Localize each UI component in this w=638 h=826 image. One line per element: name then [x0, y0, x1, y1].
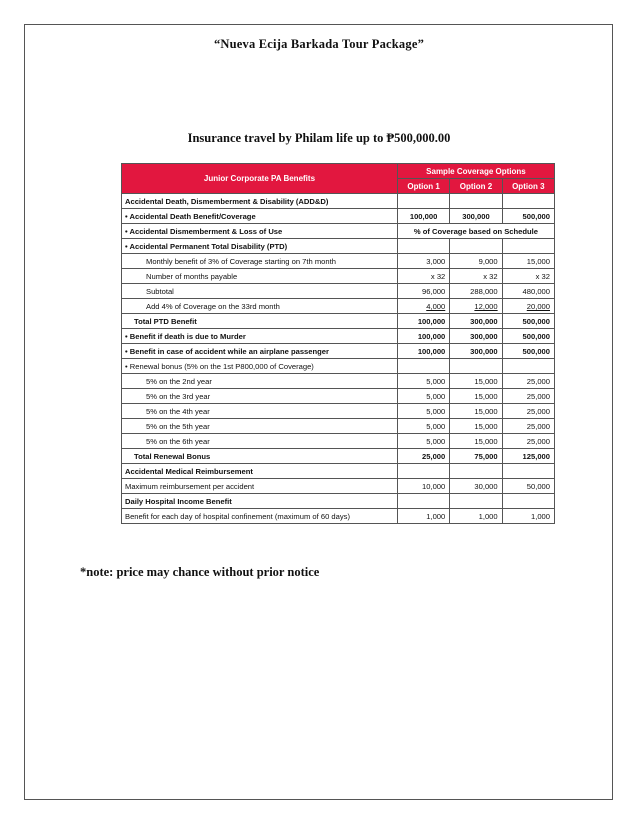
row-label: Add 4% of Coverage on the 33rd month [122, 299, 398, 314]
table-row [122, 284, 555, 299]
row-value: 1,000 [502, 509, 554, 524]
row-value: 100,000 [397, 209, 449, 224]
row-label: • Accidental Death Benefit/Coverage [122, 209, 398, 224]
insurance-subtitle: Insurance travel by Philam life up to ₱500,000.00 [187, 131, 451, 145]
row-value: 30,000 [450, 479, 502, 494]
row-value: 15,000 [450, 419, 502, 434]
row-value [502, 239, 554, 254]
row-value: 25,000 [502, 404, 554, 419]
table-row [122, 494, 555, 509]
row-label: Benefit for each day of hospital confinement (maximum of 60 days) [122, 509, 398, 524]
sample-coverage-header: Sample Coverage Options [397, 164, 554, 179]
row-value: 300,000 [450, 344, 502, 359]
row-value: 480,000 [502, 284, 554, 299]
row-value [397, 494, 449, 509]
row-label: • Benefit if death is due to Murder [122, 329, 398, 344]
row-label: • Accidental Permanent Total Disability (PTD) [122, 239, 398, 254]
row-label: Subtotal [122, 284, 398, 299]
row-label: Number of months payable [122, 269, 398, 284]
row-value: 15,000 [450, 434, 502, 449]
row-value [397, 239, 449, 254]
row-label: 5% on the 5th year [122, 419, 398, 434]
row-value: 300,000 [450, 314, 502, 329]
row-label: • Benefit in case of accident while an airplane passenger [122, 344, 398, 359]
row-value: 96,000 [397, 284, 449, 299]
table-row [122, 419, 555, 434]
row-value: 9,000 [450, 254, 502, 269]
row-value: 50,000 [502, 479, 554, 494]
row-label: Total Renewal Bonus [122, 449, 398, 464]
row-merged-value: % of Coverage based on Schedule [397, 224, 554, 239]
row-value [450, 494, 502, 509]
row-label: Daily Hospital Income Benefit [122, 494, 398, 509]
row-value: 5,000 [397, 389, 449, 404]
row-value: 500,000 [502, 329, 554, 344]
row-value [397, 464, 449, 479]
row-value: 20,000 [502, 299, 554, 314]
row-value: x 32 [397, 269, 449, 284]
table-row [122, 329, 555, 344]
row-label: Maximum reimbursement per accident [122, 479, 398, 494]
page-title: “Nueva Ecija Barkada Tour Package” [213, 37, 425, 51]
table-row [122, 479, 555, 494]
row-label: • Accidental Dismemberment & Loss of Use [122, 224, 398, 239]
table-row [122, 209, 555, 224]
row-value [450, 464, 502, 479]
row-value: 25,000 [502, 434, 554, 449]
table-row [122, 509, 555, 524]
row-label: 5% on the 4th year [122, 404, 398, 419]
row-value: 75,000 [450, 449, 502, 464]
benefits-header: Junior Corporate PA Benefits [122, 164, 398, 194]
table-row [122, 374, 555, 389]
row-label: • Renewal bonus (5% on the 1st P800,000 of Coverage) [122, 359, 398, 374]
row-value [502, 359, 554, 374]
row-value: 100,000 [397, 344, 449, 359]
row-value: 500,000 [502, 344, 554, 359]
row-value: 15,000 [450, 374, 502, 389]
row-value: 3,000 [397, 254, 449, 269]
row-value: 4,000 [397, 299, 449, 314]
row-value: 500,000 [502, 314, 554, 329]
row-value: 1,000 [397, 509, 449, 524]
row-value [502, 464, 554, 479]
table-row [122, 239, 555, 254]
table-row [122, 269, 555, 284]
row-value: 125,000 [502, 449, 554, 464]
table-row [122, 449, 555, 464]
row-value [450, 239, 502, 254]
table-row [122, 299, 555, 314]
row-value [502, 494, 554, 509]
row-value: 12,000 [450, 299, 502, 314]
row-value: 5,000 [397, 434, 449, 449]
table-row [122, 464, 555, 479]
benefits-table-wrapper [121, 163, 555, 524]
row-label: Accidental Death, Dismemberment & Disability (ADD&D) [122, 194, 398, 209]
row-label: Accidental Medical Reimbursement [122, 464, 398, 479]
row-value: x 32 [450, 269, 502, 284]
table-row [122, 359, 555, 374]
row-label: Total PTD Benefit [122, 314, 398, 329]
row-value: 1,000 [450, 509, 502, 524]
price-note: *note: price may chance without prior notice [80, 565, 320, 579]
option-2-header: Option 2 [450, 179, 502, 194]
row-value: 15,000 [450, 389, 502, 404]
row-label: Monthly benefit of 3% of Coverage starting on 7th month [122, 254, 398, 269]
row-value: 100,000 [397, 329, 449, 344]
benefits-table [121, 163, 555, 524]
row-value: x 32 [502, 269, 554, 284]
row-value: 100,000 [397, 314, 449, 329]
table-row [122, 314, 555, 329]
row-value [502, 194, 554, 209]
table-row [122, 389, 555, 404]
row-value: 10,000 [397, 479, 449, 494]
table-row [122, 434, 555, 449]
table-row [122, 194, 555, 209]
option-1-header: Option 1 [397, 179, 449, 194]
row-value: 15,000 [450, 404, 502, 419]
table-row [122, 224, 555, 239]
row-value: 5,000 [397, 374, 449, 389]
row-value: 25,000 [397, 449, 449, 464]
row-value [397, 359, 449, 374]
option-3-header: Option 3 [502, 179, 554, 194]
table-row [122, 404, 555, 419]
row-value: 5,000 [397, 404, 449, 419]
row-value: 300,000 [450, 329, 502, 344]
row-value: 25,000 [502, 419, 554, 434]
row-value [397, 194, 449, 209]
table-row [122, 254, 555, 269]
row-label: 5% on the 6th year [122, 434, 398, 449]
row-label: 5% on the 2nd year [122, 374, 398, 389]
row-label: 5% on the 3rd year [122, 389, 398, 404]
row-value: 500,000 [502, 209, 554, 224]
row-value [450, 194, 502, 209]
row-value: 5,000 [397, 419, 449, 434]
table-row [122, 344, 555, 359]
row-value: 300,000 [450, 209, 502, 224]
row-value: 15,000 [502, 254, 554, 269]
row-value: 25,000 [502, 389, 554, 404]
row-value: 25,000 [502, 374, 554, 389]
row-value [450, 359, 502, 374]
row-value: 288,000 [450, 284, 502, 299]
